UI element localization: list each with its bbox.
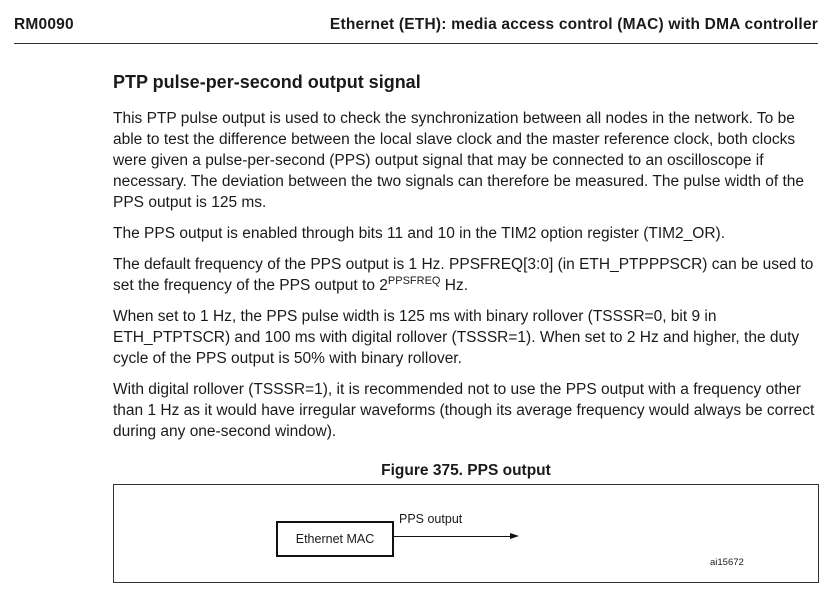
paragraph-pps-frequency bbox=[113, 254, 819, 296]
pps-output-label: PPS output bbox=[399, 512, 463, 526]
paragraph-digital-rollover: With digital rollover (TSSSR=1), it is recommended not to use the PPS output with a frequency other than 1 Hz as it would have irregular waveforms (though its average frequency would always be correct during any one-second window). bbox=[113, 381, 815, 440]
paragraph-pps-frequency-end: Hz. bbox=[440, 277, 469, 294]
paragraph-pps-purpose: This PTP pulse output is used to check the synchronization between all nodes in the network. To be able to test the difference between the local slave clock and the master reference clock, both clocks were given a pulse-per-second (PPS) output signal that may be connected to an oscilloscope if necessary. The deviation between the two signals can therefore be measured. The pulse width of the PPS output is 125 ms. bbox=[113, 110, 805, 211]
document-id: RM0090 bbox=[14, 16, 74, 33]
figure-diagram bbox=[113, 484, 819, 583]
ethernet-mac-label: Ethernet MAC bbox=[295, 532, 375, 546]
arrow-head-icon bbox=[510, 533, 519, 539]
paragraph-pps-pulse-width: When set to 1 Hz, the PPS pulse width is 125 ms with binary rollover (TSSSR=0, bit 9 in ETH_PTPTSCR) and 100 ms with digital rollover (TSSSR=1). When set to 2 Hz and higher, the duty cycle of the PPS output is 50% with binary rollover. bbox=[113, 308, 800, 367]
paragraph-pps-frequency-main: The default frequency of the PPS output is 1 Hz. PPSFREQ[3:0] (in ETH_PTPPPSCR) can be used to set the frequency of the PPS output to 2 bbox=[113, 256, 814, 294]
pps-output-arrow-line bbox=[394, 536, 512, 537]
header-divider bbox=[14, 43, 818, 44]
figure-id: ai15672 bbox=[710, 557, 744, 568]
figure-caption: Figure 375. PPS output bbox=[381, 462, 551, 479]
paragraph-pps-enable: The PPS output is enabled through bits 11 and 10 in the TIM2 option register (TIM2_OR). bbox=[113, 225, 726, 242]
ethernet-mac-block bbox=[276, 521, 394, 557]
section-title: PTP pulse-per-second output signal bbox=[113, 72, 421, 92]
exponent-ppsfreq: PPSFREQ bbox=[387, 275, 441, 287]
chapter-title: Ethernet (ETH): media access control (MAC) with DMA controller bbox=[329, 16, 818, 33]
